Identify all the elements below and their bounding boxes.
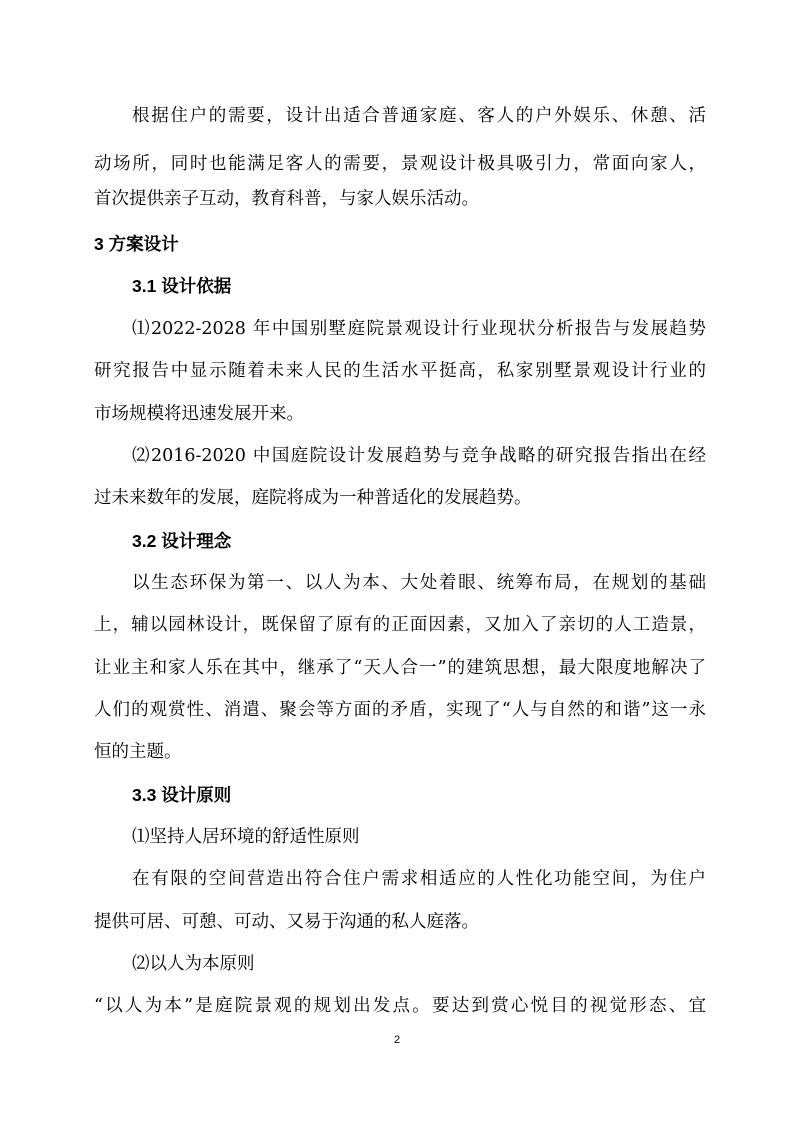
paragraph-line: 人们的观赏性、消遣、聚会等方面的矛盾，实现了“人与自然的和谐”这一永	[94, 700, 706, 720]
paragraph-line: ⑵2016-2020 中国庭院设计发展趋势与竞争战略的研究报告指出在经	[132, 446, 706, 466]
paragraph-line: 过未来数年的发展，庭院将成为一种普适化的发展趋势。	[94, 488, 532, 508]
paragraph-line: ⑵以人为本原则	[132, 954, 255, 974]
subsection-heading: 3.3 设计原则	[132, 785, 232, 805]
paragraph-line: ⑴2022-2028 年中国别墅庭院景观设计行业现状分析报告与发展趋势	[132, 319, 706, 339]
paragraph-line: 市场规模将迅速发展开来。	[94, 404, 304, 424]
paragraph-line: 恒的主题。	[94, 742, 182, 762]
paragraph-line: 根据住户的需要，设计出适合普通家庭、客人的户外娱乐、休憩、活	[132, 106, 706, 126]
subsection-heading: 3.1 设计依据	[132, 276, 232, 296]
paragraph-line: 上，辅以园林设计，既保留了原有的正面因素，又加入了亲切的人工造景，	[94, 615, 706, 635]
paragraph-line: 在有限的空间营造出符合住户需求相适应的人性化功能空间，为住户	[132, 869, 706, 889]
paragraph-line: 让业主和家人乐在其中，继承了“天人合一”的建筑思想，最大限度地解决了	[94, 658, 706, 678]
paragraph-line: 提供可居、可憩、可动、又易于沟通的私人庭落。	[94, 912, 479, 932]
paragraph-line: 首次提供亲子互动，教育科普，与家人娱乐活动。	[94, 189, 479, 209]
page-number: 2	[393, 1034, 401, 1046]
paragraph-line: 动场所，同时也能满足客人的需要，景观设计极具吸引力，常面向家人，	[94, 154, 706, 174]
section-heading: 3 方案设计	[94, 234, 179, 254]
paragraph-line: 以生态环保为第一、以人为本、大处着眼、统筹布局，在规划的基础	[132, 573, 706, 593]
subsection-heading: 3.2 设计理念	[132, 531, 232, 551]
paragraph-line: ⑴坚持人居环境的舒适性原则	[132, 827, 360, 847]
paragraph-line: 研究报告中显示随着未来人民的生活水平挺高，私家别墅景观设计行业的	[94, 361, 706, 381]
paragraph-line: “以人为本”是庭院景观的规划出发点。要达到赏心悦目的视觉形态、宜	[94, 996, 706, 1016]
